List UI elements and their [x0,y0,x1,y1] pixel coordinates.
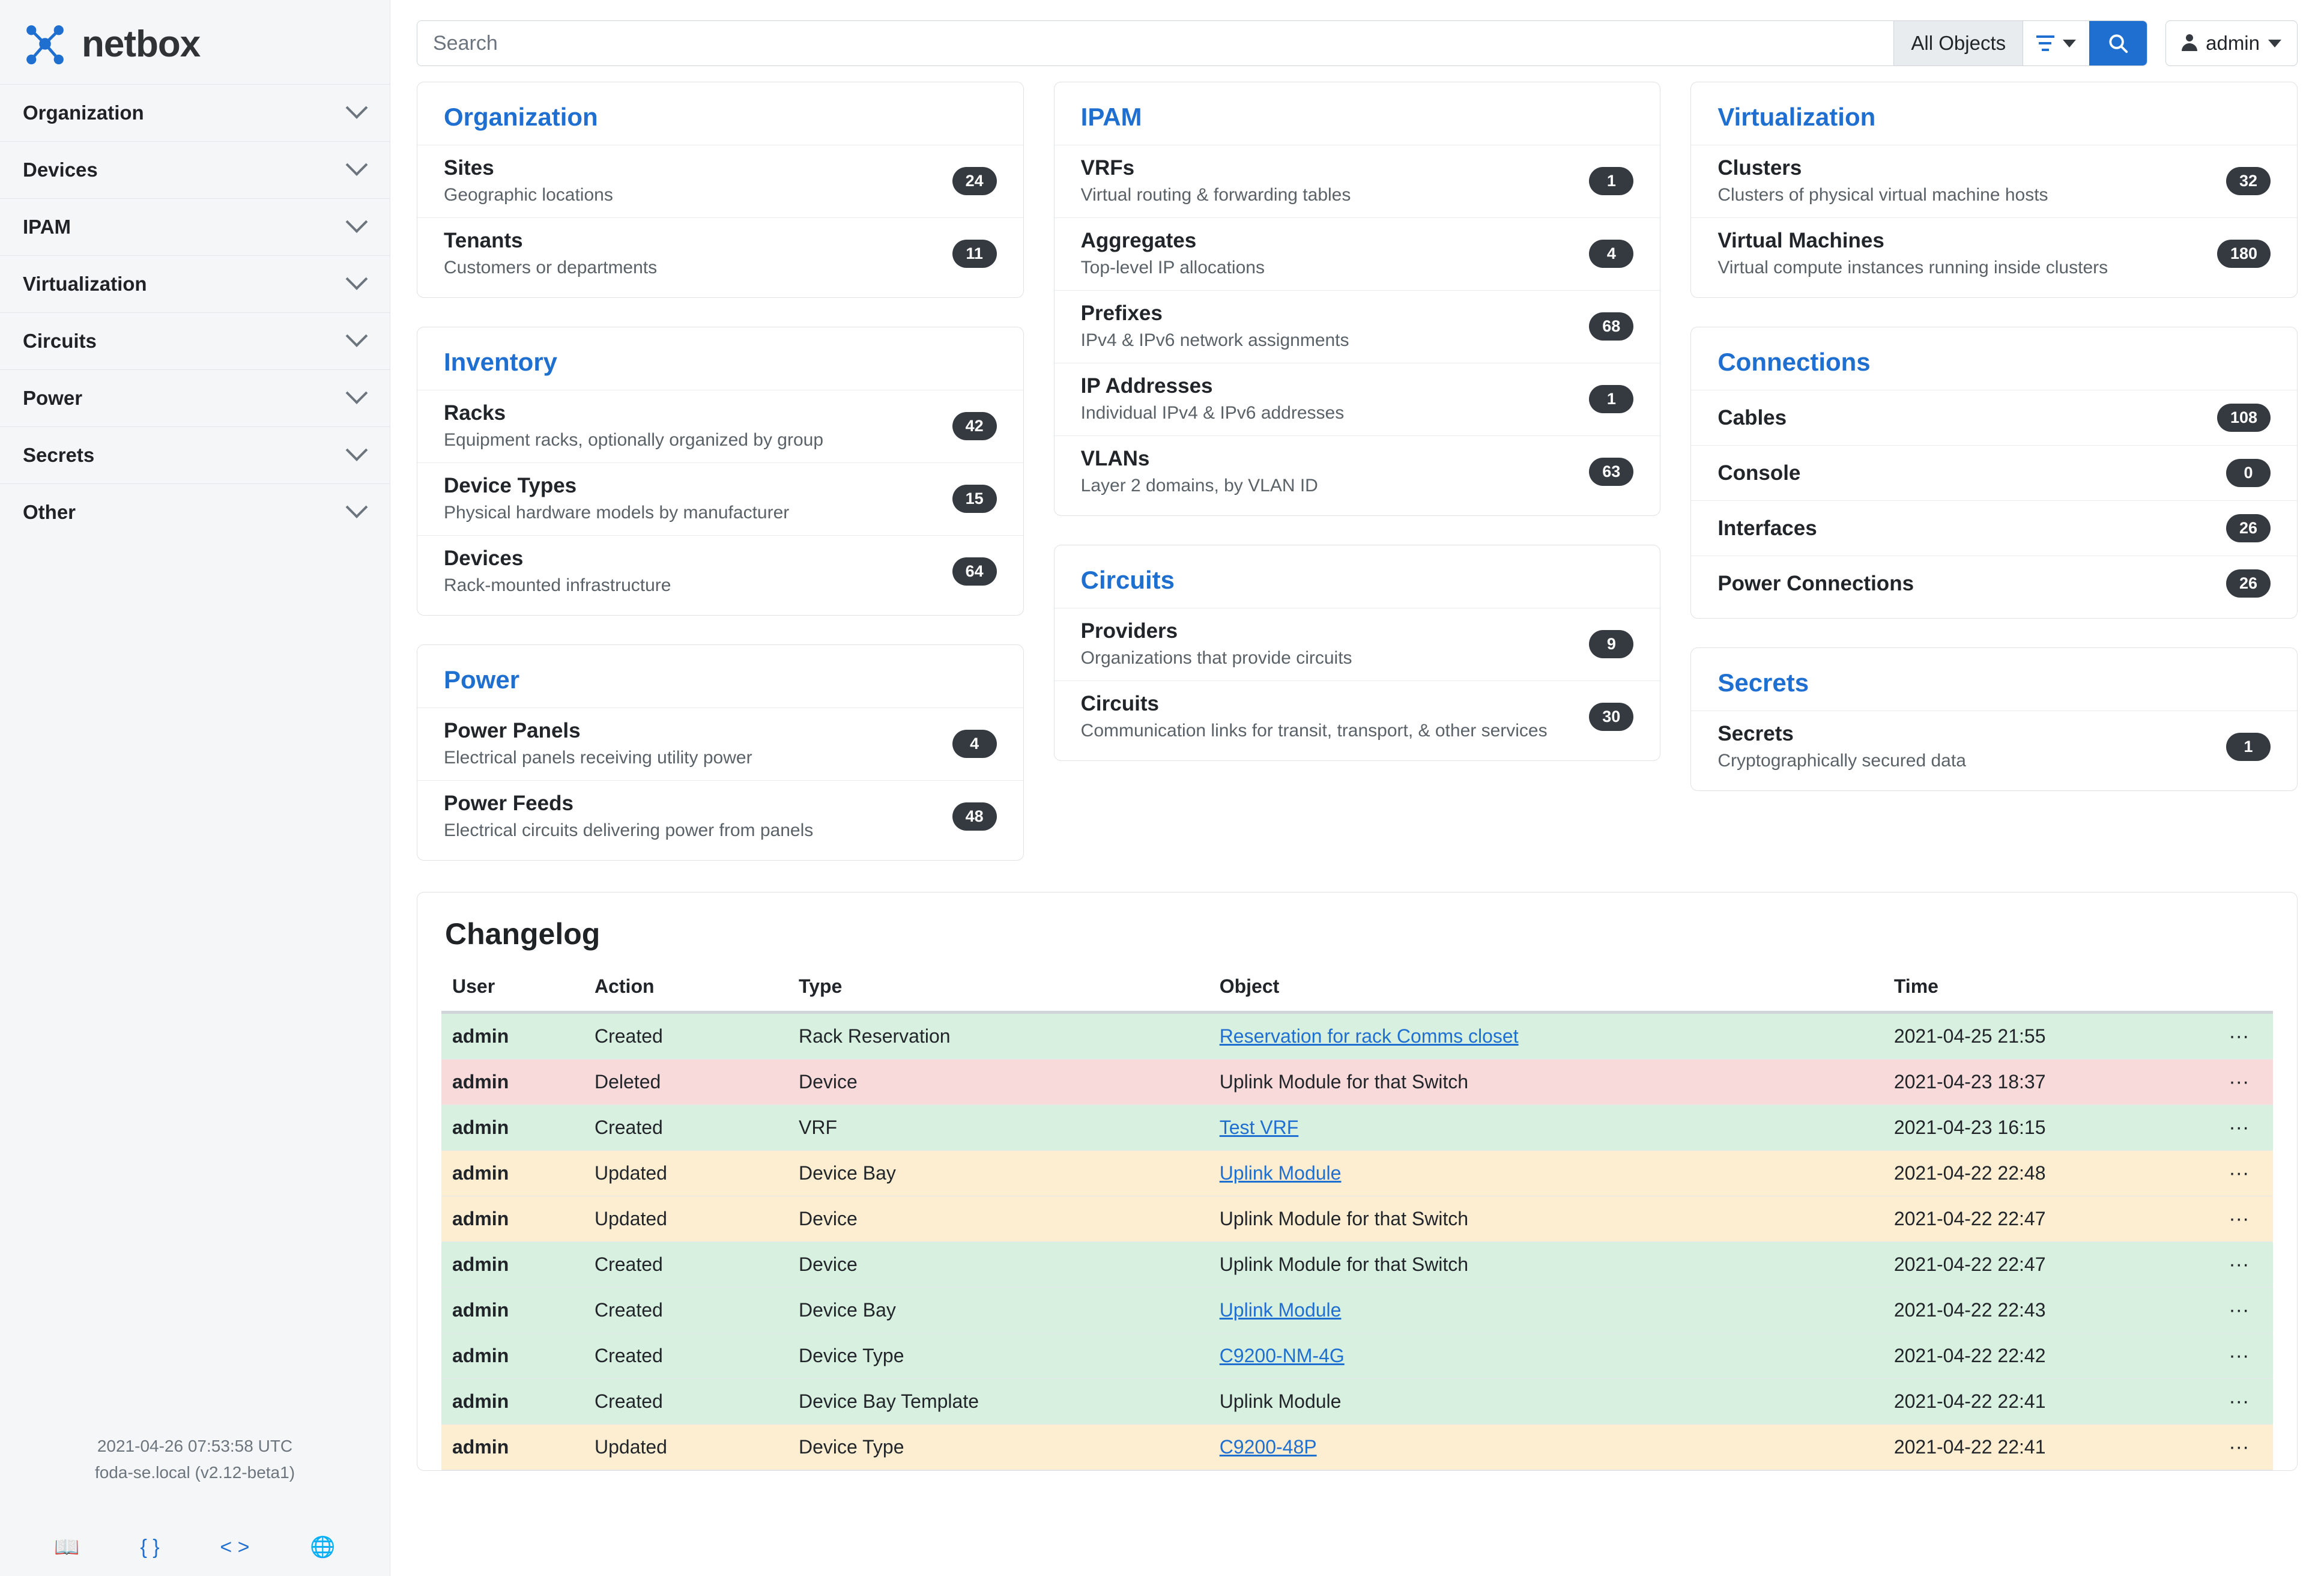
search-bar [417,20,2147,66]
row-menu-button[interactable]: ··· [2205,1196,2273,1242]
table-row[interactable] [441,1425,2273,1470]
chevron-down-icon [346,439,368,461]
cell-time: 2021-04-25 21:55 [1883,1013,2205,1059]
cell-type: Rack Reservation [788,1013,1209,1059]
card-row-virtual-machines[interactable] [1691,217,2297,290]
all-objects-selector[interactable] [1893,21,2023,65]
chevron-down-icon [346,325,368,347]
row-label: Interfaces [1717,516,1817,540]
count-badge: 1 [2226,733,2271,761]
card-row-aggregates[interactable] [1055,217,1660,290]
row-label: Devices [444,547,524,570]
count-badge: 68 [1589,312,1633,341]
changelog-title: Changelog [445,917,601,951]
cell-type: Device [788,1196,1209,1242]
table-row[interactable] [441,1379,2273,1425]
row-label: Device Types [444,474,577,497]
card-title: Virtualization [1717,103,1876,131]
row-description: IPv4 & IPv6 network assignments [1080,330,1349,350]
sidebar-item-label: Other [23,501,76,523]
cell-time: 2021-04-22 22:42 [1883,1333,2205,1379]
row-label: IP Addresses [1080,374,1213,398]
row-description: Individual IPv4 & IPv6 addresses [1080,403,1345,423]
row-label: Power Feeds [444,792,573,815]
card-title: IPAM [1080,103,1142,131]
sidebar-item-label: Circuits [23,330,97,352]
row-label: Providers [1080,619,1178,643]
count-badge: 32 [2226,167,2271,195]
cell-type: Device [788,1059,1209,1105]
card-row-device-types[interactable] [417,462,1023,535]
user-icon [2182,34,2197,52]
table-row[interactable] [441,1288,2273,1333]
count-badge: 11 [952,240,997,268]
card-row-power-connections[interactable] [1691,556,2297,611]
count-badge: 4 [1589,240,1633,268]
cell-type: Device [788,1242,1209,1288]
card-organization [417,82,1024,298]
brand-name: netbox [82,23,201,65]
row-menu-button[interactable]: ··· [2205,1379,2273,1425]
cell-user: admin [441,1196,584,1242]
card-row-power-panels[interactable] [417,708,1023,780]
row-label: Sites [444,156,494,180]
row-label: Prefixes [1080,302,1163,325]
cell-user: admin [441,1379,584,1425]
cell-action: Created [584,1379,788,1425]
cell-object: Uplink Module for that Switch [1209,1059,1883,1105]
row-menu-button[interactable]: ··· [2205,1013,2273,1059]
row-label: Cables [1717,405,1787,429]
cell-time: 2021-04-22 22:41 [1883,1425,2205,1470]
count-badge: 4 [952,730,997,758]
cell-action: Created [584,1013,788,1059]
column-header-user: User [441,969,584,1013]
card-row-racks[interactable] [417,390,1023,462]
card-row-tenants[interactable] [417,217,1023,290]
column-middle [1054,82,1661,761]
card-row-circuits[interactable] [1055,680,1660,753]
count-badge: 26 [2226,514,2271,542]
cell-object-link[interactable]: Uplink Module [1219,1299,1342,1321]
chevron-down-icon [346,154,368,176]
cell-action: Created [584,1105,788,1151]
sidebar [0,0,390,1576]
cell-time: 2021-04-23 16:15 [1883,1105,2205,1151]
row-label: Virtual Machines [1717,229,1884,252]
chevron-down-icon [2063,40,2076,47]
row-description: Layer 2 domains, by VLAN ID [1080,476,1318,496]
sidebar-item-other[interactable] [0,483,390,541]
sidebar-item-ipam[interactable] [0,198,390,255]
search-icon [2107,32,2129,55]
card-row-ip-addresses[interactable] [1055,363,1660,435]
changelog-table [441,969,2273,1470]
braces-icon[interactable]: { } [140,1535,160,1559]
row-label: Power Connections [1717,571,1914,595]
cell-user: admin [441,1059,584,1105]
card-row-cables[interactable] [1691,390,2297,445]
row-menu-button[interactable]: ··· [2205,1059,2273,1105]
sidebar-item-label: Devices [23,159,98,181]
count-badge: 64 [952,557,997,586]
row-description: Electrical panels receiving utility power [444,748,752,768]
globe-icon[interactable]: 🌐 [310,1536,336,1559]
cell-user: admin [441,1013,584,1059]
card-inventory [417,327,1024,616]
cell-time: 2021-04-22 22:43 [1883,1288,2205,1333]
count-badge: 30 [1589,703,1633,731]
card-row-console[interactable] [1691,445,2297,500]
table-row[interactable] [441,1105,2273,1151]
row-description: Virtual compute instances running inside clusters [1717,258,2108,277]
sidebar-item-organization[interactable] [0,84,390,141]
row-label: Console [1717,461,1801,485]
card-connections [1690,327,2298,619]
sidebar-footer [0,1433,390,1486]
column-left [417,82,1024,861]
cell-object-link[interactable]: Test VRF [1219,1117,1299,1138]
sidebar-item-label: IPAM [23,216,71,238]
card-virtualization [1690,82,2298,298]
count-badge: 24 [952,167,997,195]
cell-object-link[interactable]: C9200-NM-4G [1219,1345,1345,1366]
cell-object: Uplink Module [1209,1379,1883,1425]
column-header-type: Type [788,969,1209,1013]
row-label: Aggregates [1080,229,1197,252]
cell-user: admin [441,1333,584,1379]
cell-time: 2021-04-23 18:37 [1883,1059,2205,1105]
row-description: Physical hardware models by manufacturer [444,503,790,523]
cell-object: Uplink Module for that Switch [1209,1242,1883,1288]
search-input[interactable] [417,21,1893,65]
cell-action: Updated [584,1196,788,1242]
table-row[interactable] [441,1196,2273,1242]
row-menu-button[interactable]: ··· [2205,1425,2273,1470]
cell-user: admin [441,1288,584,1333]
row-menu-button[interactable]: ··· [2205,1333,2273,1379]
cell-time: 2021-04-22 22:41 [1883,1379,2205,1425]
table-header-row [441,969,2273,1013]
code-icon[interactable]: < > [220,1535,250,1559]
row-description: Communication links for transit, transport, & other services [1080,721,1548,741]
cell-user: admin [441,1242,584,1288]
sidebar-item-circuits[interactable] [0,312,390,369]
chevron-down-icon [346,97,368,119]
cell-type: Device Bay [788,1288,1209,1333]
table-row[interactable] [441,1059,2273,1105]
card-title: Circuits [1080,566,1175,594]
row-description: Customers or departments [444,258,658,277]
sidebar-item-label: Secrets [23,444,95,466]
top-bar [390,0,2324,82]
chevron-down-icon [2268,40,2281,47]
row-description: Electrical circuits delivering power from panels [444,820,814,840]
row-menu-button[interactable]: ··· [2205,1105,2273,1151]
card-title: Power [444,665,520,694]
cell-user: admin [441,1105,584,1151]
cell-action: Updated [584,1151,788,1196]
count-badge: 26 [2226,569,2271,598]
cell-action: Created [584,1333,788,1379]
row-label: Clusters [1717,156,1802,180]
cell-user: admin [441,1151,584,1196]
count-badge: 108 [2217,404,2271,432]
sidebar-item-power[interactable] [0,369,390,426]
table-row[interactable] [441,1333,2273,1379]
row-description: Cryptographically secured data [1717,751,1966,771]
row-menu-button[interactable]: ··· [2205,1151,2273,1196]
card-ipam [1054,82,1661,516]
column-header-time: Time [1883,969,2205,1013]
column-header-action: Action [584,969,788,1013]
sidebar-item-devices[interactable] [0,141,390,198]
book-icon[interactable]: 📖 [54,1536,80,1559]
user-menu-label: admin [2206,32,2260,54]
table-row[interactable] [441,1151,2273,1196]
card-row-devices[interactable] [417,535,1023,608]
footer-timestamp: 2021-04-26 07:53:58 UTC [97,1437,293,1455]
row-description: Top-level IP allocations [1080,258,1265,277]
row-description: Geographic locations [444,185,613,205]
column-header-object: Object [1209,969,1883,1013]
sidebar-item-label: Power [23,387,83,409]
cell-type: Device Type [788,1333,1209,1379]
row-label: Racks [444,401,506,425]
row-label: VLANs [1080,447,1150,470]
card-row-vrfs[interactable] [1055,145,1660,217]
cell-object-link[interactable]: Uplink Module [1219,1162,1342,1184]
card-row-providers[interactable] [1055,608,1660,680]
row-menu-button[interactable]: ··· [2205,1288,2273,1333]
count-badge: 63 [1589,458,1633,486]
row-label: Power Panels [444,719,581,742]
row-menu-button[interactable]: ··· [2205,1242,2273,1288]
chevron-down-icon [346,211,368,233]
count-badge: 180 [2217,240,2271,268]
cell-action: Updated [584,1425,788,1470]
card-title: Organization [444,103,598,131]
cell-action: Created [584,1288,788,1333]
row-description: Equipment racks, optionally organized by group [444,430,824,450]
cell-time: 2021-04-22 22:47 [1883,1242,2205,1288]
sidebar-item-label: Virtualization [23,273,147,295]
row-label: Secrets [1717,722,1794,745]
card-row-vlans[interactable] [1055,435,1660,508]
main-area [390,0,2324,1576]
brand[interactable] [0,0,390,84]
card-row-prefixes[interactable] [1055,290,1660,363]
sidebar-item-label: Organization [23,102,144,124]
card-row-power-feeds[interactable] [417,780,1023,853]
dashboard-content [390,82,2324,1576]
card-circuits [1054,545,1661,761]
row-description: Organizations that provide circuits [1080,648,1352,668]
count-badge: 42 [952,412,997,440]
cell-object-link[interactable]: C9200-48P [1219,1436,1317,1458]
column-right [1690,82,2298,791]
row-description: Clusters of physical virtual machine hosts [1717,185,2048,205]
cell-object-link[interactable]: Reservation for rack Comms closet [1219,1025,1519,1047]
cell-object: Uplink Module for that Switch [1209,1196,1883,1242]
count-badge: 9 [1589,630,1633,658]
count-badge: 48 [952,802,997,831]
footer-hostname-version: foda-se.local (v2.12-beta1) [94,1463,295,1482]
row-description: Virtual routing & forwarding tables [1080,185,1351,205]
cell-time: 2021-04-22 22:48 [1883,1151,2205,1196]
card-power [417,644,1024,861]
count-badge: 15 [952,485,997,513]
card-row-sites[interactable] [417,145,1023,217]
filter-icon [2036,35,2054,51]
cell-user: admin [441,1425,584,1470]
chevron-down-icon [346,496,368,518]
card-row-secrets[interactable] [1691,711,2297,783]
chevron-down-icon [346,268,368,290]
all-objects-label: All Objects [1911,32,2006,54]
cards-grid [417,82,2298,861]
card-title: Inventory [444,348,558,376]
cell-type: Device Type [788,1425,1209,1470]
row-label: Circuits [1080,692,1159,715]
row-description: Rack-mounted infrastructure [444,575,671,595]
sidebar-item-secrets[interactable] [0,426,390,483]
count-badge: 0 [2226,459,2271,487]
cell-action: Created [584,1242,788,1288]
cell-type: Device Bay [788,1151,1209,1196]
card-row-clusters[interactable] [1691,145,2297,217]
count-badge: 1 [1589,385,1633,413]
sidebar-icon-bar [0,1535,390,1559]
filter-dropdown-button[interactable] [2023,21,2089,65]
cell-type: Device Bay Template [788,1379,1209,1425]
row-label: VRFs [1080,156,1135,180]
cell-time: 2021-04-22 22:47 [1883,1196,2205,1242]
card-secrets [1690,647,2298,791]
card-title: Connections [1717,348,1871,376]
changelog-panel [417,892,2298,1471]
column-header-actions [2205,969,2273,1013]
table-row[interactable] [441,1013,2273,1059]
user-menu-button[interactable] [2165,20,2298,66]
search-button[interactable] [2089,21,2147,65]
sidebar-item-virtualization[interactable] [0,255,390,312]
netbox-logo-icon [22,20,68,67]
row-label: Tenants [444,229,523,252]
card-title: Secrets [1717,668,1809,697]
card-row-interfaces[interactable] [1691,500,2297,556]
count-badge: 1 [1589,167,1633,195]
chevron-down-icon [346,382,368,404]
table-row[interactable] [441,1242,2273,1288]
cell-action: Deleted [584,1059,788,1105]
cell-type: VRF [788,1105,1209,1151]
